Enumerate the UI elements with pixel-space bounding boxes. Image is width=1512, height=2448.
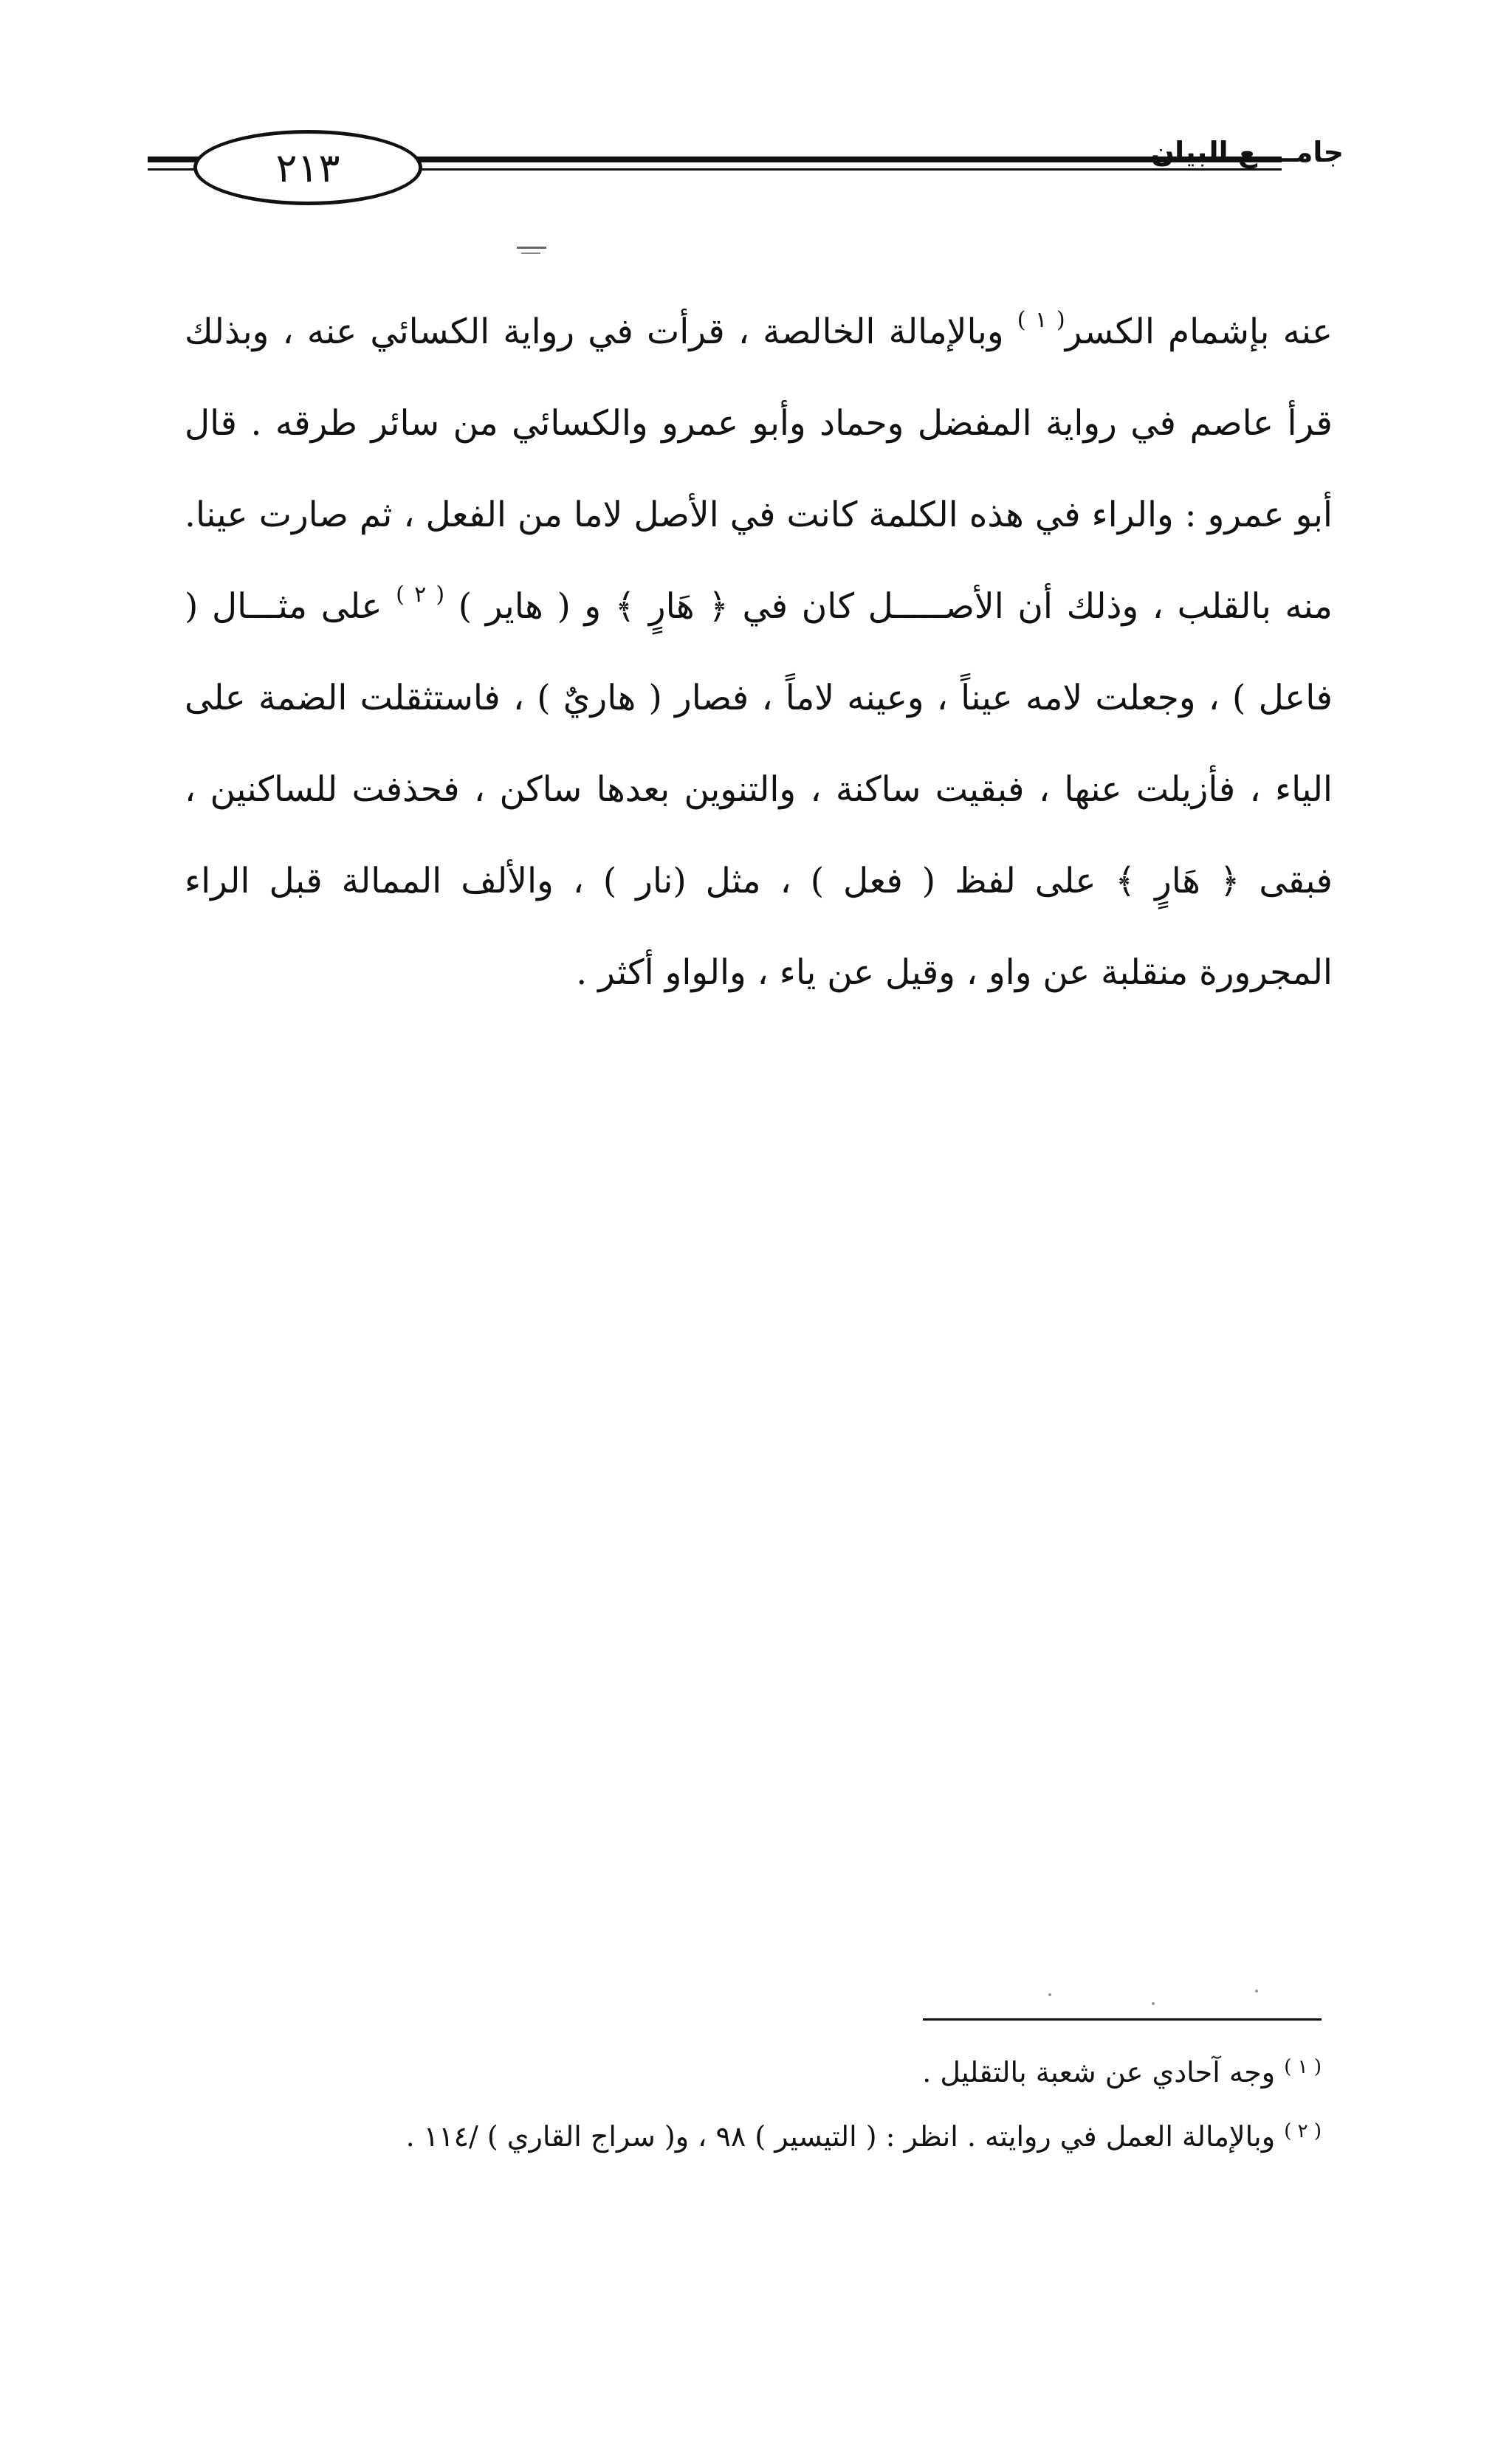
footnotes bbox=[310, 2038, 1322, 2166]
footnote-text: وجه آحادي عن شعبة بالتقليل . bbox=[922, 2056, 1276, 2088]
footnote-ref-1: ( ١ ) bbox=[1017, 307, 1065, 333]
footnote-2 bbox=[310, 2102, 1322, 2166]
scan-speck bbox=[1152, 2002, 1155, 2005]
print-mark bbox=[521, 252, 540, 254]
footnote-number: ( ٢ ) bbox=[1284, 2120, 1322, 2142]
header-rule-left-thin bbox=[148, 168, 199, 171]
main-paragraph bbox=[185, 286, 1333, 1019]
text-segment: على مثـــال ( فاعل ) ، وجعلت لامه عيناً ، وعينه لاماً ، فصار ( هاريٌ ) ، فاستثقلت الضمة على الياء ، فأزيلت عنها ، فبقيت ساكنة ، والتنوين بعدها ساكن ، فحذفت للساكنين ، فبقى ﴿ هَارٍ ﴾ على لفظ ( فعل ) ، مثل (نار ) ، والألف الممالة قبل الراء المجرورة منقلبة عن واو ، وقيل عن ياء ، والواو أكثر . bbox=[185, 586, 1333, 993]
scan-speck bbox=[1255, 1990, 1258, 1993]
text-segment: عنه بإشمام الكسر bbox=[1065, 312, 1333, 352]
scan-speck bbox=[1048, 1993, 1051, 1996]
page-number: ٢١٣ bbox=[193, 130, 422, 205]
print-mark bbox=[517, 247, 546, 249]
page-header bbox=[148, 126, 1344, 207]
footnote-separator bbox=[923, 2018, 1322, 2021]
footnote-number: ( ١ ) bbox=[1284, 2056, 1322, 2078]
main-text bbox=[185, 286, 1333, 1019]
footnote-ref-2: ( ٢ ) bbox=[396, 582, 445, 608]
footnote-text: وبالإمالة العمل في روايته . انظر : ( التيسير ) ٩٨ ، و( سراج القاري ) /١١٤ . bbox=[405, 2120, 1276, 2153]
header-rule-left-thick bbox=[148, 157, 199, 162]
book-title: جامــــع البيان bbox=[1150, 136, 1344, 168]
footnote-1 bbox=[310, 2038, 1322, 2102]
header-rule-right-thin bbox=[410, 168, 1282, 171]
text-segment: وبالإمالة الخالصة ، قرأت في رواية الكسائي عنه ، وبذلك قرأ عاصم في رواية المفضل وحماد وأبو عمرو والكسائي من سائر طرقه . قال أبو عمرو : والراء في هذه الكلمة كانت في الأصل لاما من الفعل ، ثم صارت عينا. منه بالقلب ، وذلك أن الأصـــــل كان في ﴿ هَارٍ ﴾ و ( هاير ) bbox=[185, 312, 1333, 627]
